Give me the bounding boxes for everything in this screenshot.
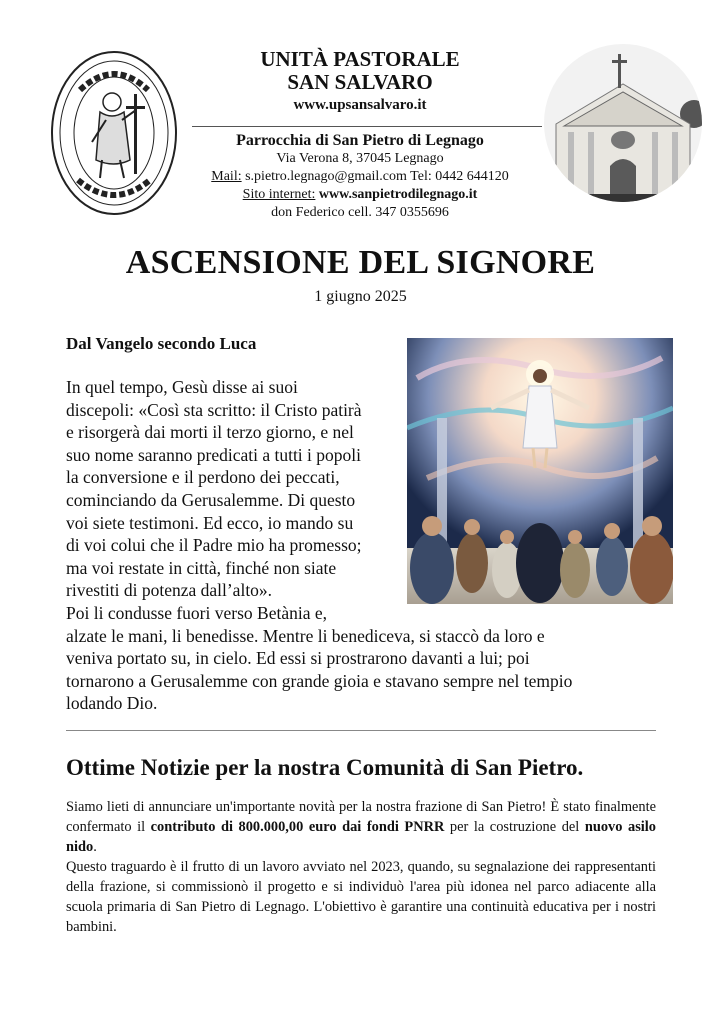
gospel-line: ma voi restate in città, finché non siate [66,557,337,578]
parish-address: Via Verona 8, 37045 Legnago [276,151,444,166]
page-title: ASCENSIONE DEL SIGNORE [125,244,596,281]
org-website[interactable]: www.upsansalvaro.it [293,97,427,113]
news-text: Siamo lieti di annunciare un'importante novità per la nostra frazione di San Pietro! È stato finalmente confermato il [66,799,656,835]
priest-contact: don Federico cell. 347 0355696 [271,205,449,220]
mail-label: Mail: [211,169,242,184]
site-label: Sito internet: [242,187,316,202]
gospel-line: alzate le mani, li benedisse. Mentre li benediceva, si staccò da loro e [66,625,545,646]
gospel-line: tornarono a Gerusalemme con grande gioia e stavano sempre nel tempio [66,670,573,691]
gospel-line: veniva portato su, in cielo. Ed essi si prostrarono davanti a lui; poi [66,648,530,669]
parish-name: Parrocchia di San Pietro di Legnago [236,132,484,149]
section-divider [66,730,656,731]
header-divider [192,126,542,127]
org-line-1: UNITÀ PASTORALE [260,47,460,71]
gospel-line: discepoli: «Così sta scritto: il Cristo patirà [66,399,362,420]
gospel-line: suo nome saranno predicati a tutti i popoli [66,444,362,465]
gospel-line: Poi li condusse fuori verso Betània e, [66,602,327,623]
gospel-line: la conversione e il perdono dei peccati, [66,467,340,488]
parish-info [185,131,535,222]
parish-site [185,186,535,204]
news-paragraph-1 [66,797,656,857]
gospel-line: rivestiti di potenza dall’alto». [66,580,273,601]
gospel-line: In quel tempo, Gesù disse ai suoi [66,377,298,397]
gospel-line: lodando Dio. [66,693,158,714]
gospel-line: voi siete testimoni. Ed ecco, io mando su [66,512,354,533]
gospel-line: di voi colui che il Padre mio ha promesso; [66,535,362,556]
gospel-line: e risorgerà dai morti il terzo giorno, e nel [66,422,354,443]
news-highlight-nursery: nuovo asilo nido [66,819,656,855]
news-body [66,797,656,937]
page-date: 1 giugno 2025 [314,288,407,305]
news-text: per la costruzione del [444,819,585,835]
gospel-heading: Dal Vangelo secondo Luca [66,334,257,353]
mail-phone[interactable]: s.pietro.legnago@gmail.com Tel: 0442 644120 [241,169,509,184]
news-text: . [93,839,97,855]
organization-header [185,48,535,115]
parish-contacts [185,168,535,186]
church-photo [544,44,702,202]
news-highlight-funding: contributo di 800.000,00 euro dai fondi PNRR [150,819,445,835]
gospel-text [66,376,666,715]
org-line-2: SAN SALVARO [287,70,433,94]
gospel-line: cominciando da Gerusalemme. Di questo [66,489,356,510]
news-paragraph-2: Questo traguardo è il frutto di un lavoro avviato nel 2023, quando, su segnalazione dei rappresentanti della frazione, si commissionò il progetto e si individuò l'area più idonea nel parco adiacente alla scuola primaria di San Pietro di Legnago. L'obiettivo è garantire una continuità educativa per i nostri bambini. [66,859,656,935]
news-heading: Ottime Notizie per la nostra Comunità di San Pietro. [66,755,584,780]
site-link[interactable]: www.sanpietrodilegnago.it [318,187,478,202]
pastoral-unit-seal-logo [50,50,178,216]
